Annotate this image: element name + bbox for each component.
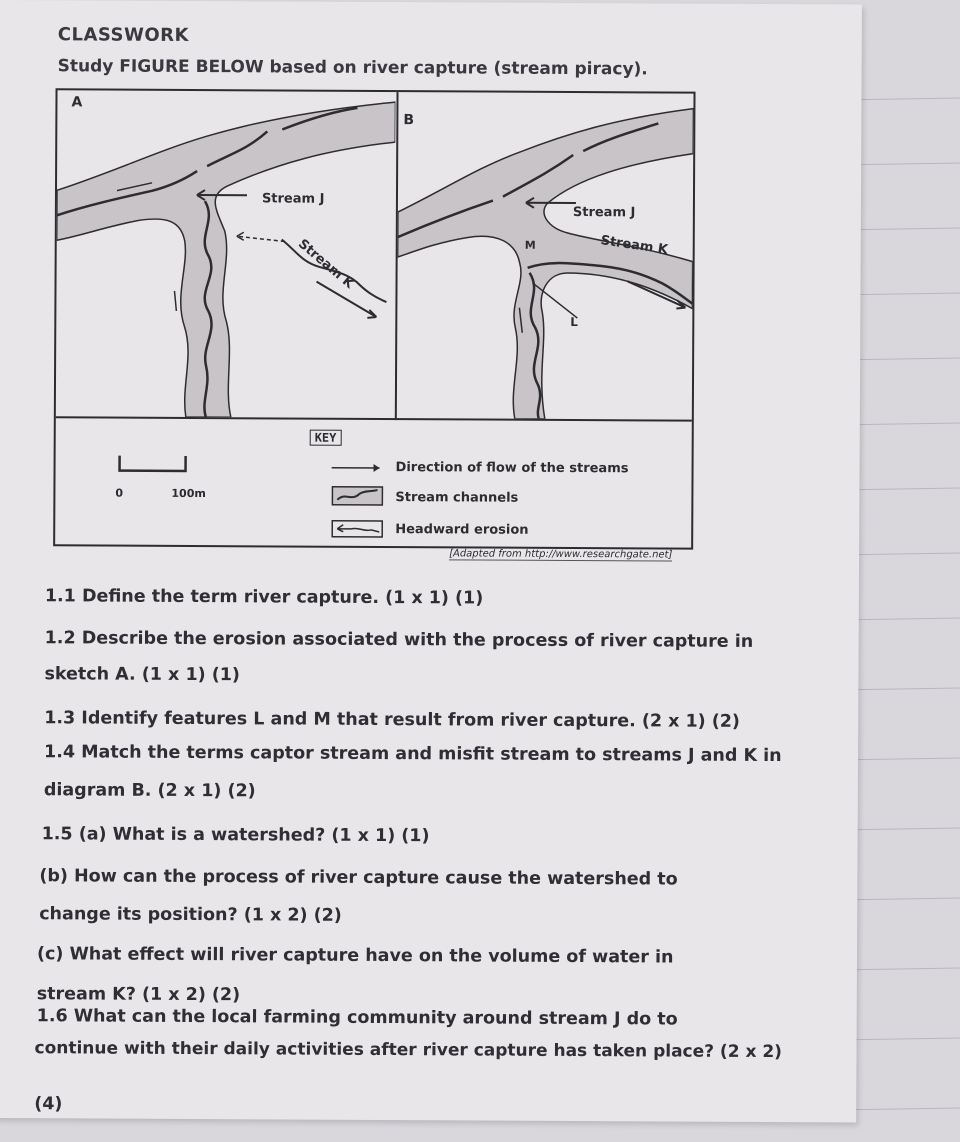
question-1-2-line-2: sketch A. (1 x 1) (1)	[44, 664, 240, 686]
question-1-3: 1.3 Identify features L and M that result from river capture. (2 x 1) (2)	[44, 708, 740, 732]
question-1-5a: 1.5 (a) What is a watershed? (1 x 1) (1)	[41, 824, 430, 847]
figure-instruction: Study FIGURE BELOW based on river capture (stream piracy).	[57, 56, 648, 80]
question-1-6-line-2: continue with their daily activities after river capture has taken place? (2 x 2)	[34, 1038, 783, 1063]
question-1-5c-line-1: (c) What effect will river capture have on the volume of water in	[36, 944, 674, 968]
feature-l-label: L	[570, 314, 579, 330]
scale-max-label: 100m	[171, 486, 206, 501]
flow-arrow-icon	[332, 462, 388, 474]
scale-bar	[115, 451, 195, 481]
panel-a-label: A	[71, 94, 83, 111]
question-1-6-line-3: (4)	[34, 1094, 63, 1115]
key-title: KEY	[310, 430, 342, 446]
question-1-5b-line-2: change its position? (1 x 2) (2)	[39, 904, 342, 926]
stream-channel-icon	[331, 486, 383, 506]
key-channels-label: Stream channels	[395, 490, 519, 506]
question-1-1: 1.1 Define the term river capture. (1 x 1) (1)	[44, 586, 484, 609]
question-1-6-line-1: 1.6 What can the local farming community around stream J do to	[36, 1006, 678, 1030]
sketch-a-stream-j-label: Stream J	[261, 191, 325, 207]
question-1-5c-line-2: stream K? (1 x 2) (2)	[36, 984, 241, 1006]
feature-m-label: M	[524, 238, 536, 252]
question-1-2-line-1: 1.2 Describe the erosion associated with the process of river capture in	[44, 628, 754, 652]
river-capture-figure	[53, 88, 695, 549]
scale-zero-label: 0	[115, 486, 124, 500]
question-1-4-line-1: 1.4 Match the terms captor stream and misfit stream to streams J and K in	[44, 742, 782, 767]
page-heading: CLASSWORK	[57, 24, 190, 46]
key-flow-label: Direction of flow of the streams	[395, 460, 629, 477]
sketch-a-stream-k-label: Stream K	[295, 236, 357, 292]
panel-b-label: B	[403, 112, 415, 129]
key-headward-label: Headward erosion	[395, 522, 529, 538]
sketch-b-stream-k-label: Stream K	[599, 233, 669, 258]
figure-source: [Adapted from http://www.researchgate.net]	[449, 548, 673, 561]
question-1-5b-line-1: (b) How can the process of river capture cause the watershed to	[39, 866, 678, 890]
sketch-b-stream-j-label: Stream J	[572, 205, 636, 221]
headward-erosion-icon	[331, 520, 383, 538]
sketch-b-map	[397, 92, 694, 420]
question-1-4-line-2: diagram B. (2 x 1) (2)	[43, 780, 256, 802]
sketch-a-map	[56, 90, 396, 418]
